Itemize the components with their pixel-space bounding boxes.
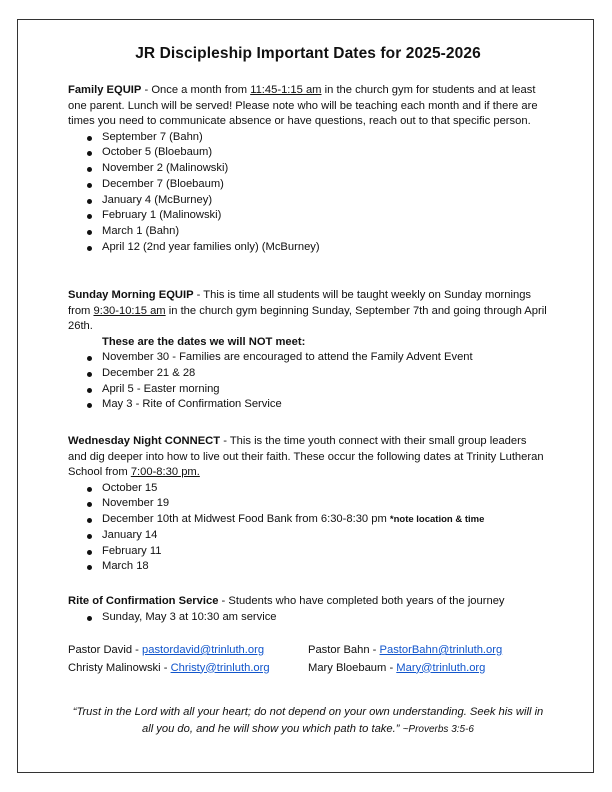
page-title: JR Discipleship Important Dates for 2025-2026 (135, 45, 481, 62)
list-item: January 14 (68, 528, 548, 544)
email-link[interactable]: Mary@trinluth.org (396, 661, 486, 674)
confirmation-section (68, 594, 548, 625)
list-item: May 3 - Rite of Confirmation Service (68, 397, 548, 413)
family-equip-intro-pre: - Once a month from (141, 84, 251, 96)
wednesday-connect-intro (68, 434, 548, 481)
confirmation-heading: Rite of Confirmation Service (68, 595, 219, 607)
list-item: March 1 (Bahn) (68, 224, 548, 240)
contact-christy-malinowski (68, 660, 308, 678)
email-link[interactable]: pastordavid@trinluth.org (142, 644, 265, 656)
confirmation-intro (68, 594, 548, 610)
family-equip-intro (68, 83, 548, 130)
list-item: November 19 (68, 496, 548, 512)
contact-name: Mary Bloebaum - (308, 661, 397, 674)
family-equip-intro-post: in the church gym for students and at least one parent. Lunch will be served! Please note who will be teaching each month and if there are times you need to communicate absence or have questions, reach out to that specific person. (68, 84, 538, 128)
list-item: March 18 (68, 559, 548, 575)
list-item: February 11 (68, 544, 548, 560)
list-item (68, 512, 548, 528)
contact-name: Pastor David - (68, 644, 142, 656)
list-item: November 2 (Malinowski) (68, 161, 548, 177)
wednesday-connect-dates (68, 481, 548, 575)
email-link[interactable]: Christy@trinluth.org (170, 661, 270, 674)
confirmation-intro-text: - Students who have completed both years of the journey (218, 595, 505, 607)
list-item: February 1 (Malinowski) (68, 208, 548, 224)
quote-reference: ~Proverbs 3:5-6 (402, 724, 474, 735)
family-equip-heading: Family EQUIP (68, 84, 142, 96)
email-link[interactable]: PastorBahn@trinluth.org (379, 644, 503, 656)
family-equip-section (68, 83, 548, 255)
list-item: November 30 - Families are encouraged to attend the Family Advent Event (68, 350, 548, 366)
contact-list (68, 642, 548, 677)
sunday-equip-time: 9:30-10:15 am (93, 304, 166, 317)
contact-name: Pastor Bahn - (308, 644, 380, 656)
sunday-equip-intro-pre: - This is time all students will be taught weekly on Sunday mornings from (68, 289, 532, 317)
list-item: October 15 (68, 481, 548, 497)
sunday-equip-section (68, 288, 548, 413)
wednesday-connect-heading: Wednesday Night CONNECT (68, 435, 221, 447)
page-border (17, 19, 594, 773)
wednesday-connect-intro-pre: - This is the time youth connect with their small group leaders and dig deeper into how to live out their faith. These occur the following dates at Trinity Lutheran School from (68, 435, 544, 479)
confirmation-dates (68, 610, 548, 626)
wednesday-connect-time: 7:00-8:30 pm. (130, 466, 200, 479)
sunday-no-meet-heading: These are the dates we will NOT meet: (102, 335, 306, 348)
bible-quote (68, 704, 548, 738)
sunday-equip-intro-post: in the church gym beginning Sunday, September 7th and going through April 26th. (68, 304, 547, 333)
list-item: October 5 (Bloebaum) (68, 145, 548, 161)
sunday-equip-intro (68, 288, 548, 335)
contact-row (68, 660, 548, 678)
list-item: September 7 (Bahn) (68, 130, 548, 146)
contact-pastor-david (68, 642, 308, 660)
list-item: January 4 (McBurney) (68, 193, 548, 209)
list-item: December 7 (Bloebaum) (68, 177, 548, 193)
food-bank-note: *note location & time (389, 514, 485, 526)
contact-row (68, 642, 548, 660)
contact-name: Christy Malinowski - (68, 661, 171, 674)
sunday-no-meet-dates (68, 350, 548, 413)
contact-mary-bloebaum (308, 660, 485, 678)
food-bank-date-text: December 10th at Midwest Food Bank from 6:30-8:30 pm (102, 513, 390, 526)
quote-text: “Trust in the Lord with all your heart; do not depend on your own understanding. Seek his will in all you do, and he will show you which path to take.” (72, 706, 544, 735)
wednesday-connect-section (68, 434, 548, 575)
list-item: Sunday, May 3 at 10:30 am service (68, 610, 548, 626)
list-item: April 12 (2nd year families only) (McBurney) (68, 240, 548, 256)
list-item: April 5 - Easter morning (68, 382, 548, 398)
family-equip-time: 11:45-1:15 am (250, 84, 322, 96)
sunday-equip-heading: Sunday Morning EQUIP (68, 289, 194, 301)
contact-pastor-bahn (308, 642, 502, 660)
family-equip-dates (68, 130, 548, 256)
list-item: December 21 & 28 (68, 366, 548, 382)
